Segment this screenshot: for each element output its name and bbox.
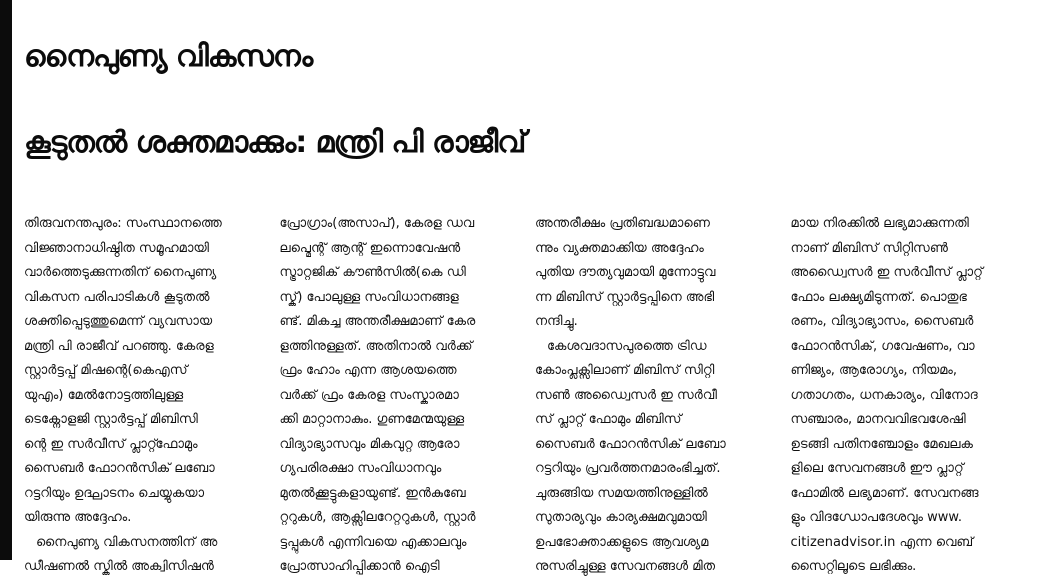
article-line: സ്ട്രാറ്റജിക് കൗൺസിൽ(കെ ഡി [279,265,466,280]
article-line: യുഎം) മേൽനോട്ടത്തിലുള്ള [24,387,184,403]
article-body [24,212,1036,574]
article-line: സ്ക്) പോലുള്ള സംവിധാനങ്ങള [279,289,459,305]
article-line: ടെക്നോളജി സ്റ്റാർട്ടപ്പ് മിബിസി [24,412,198,427]
article-line: രണം, വിദ്യാഭ്യാസം, സൈബർ [790,314,974,329]
article-line: മുതൽക്കൂട്ടുകളായുണ്ട്. ഇൻകുബേ [279,485,466,501]
article-line: സഞ്ചാരം, മാനവവിഭവശേഷി [790,412,966,427]
article-line: ട്ടപ്പുകൾ എന്നിവയെ എക്കാലവും [279,534,467,550]
article-line: കോംപ്ലക്സിലാണ് മിബിസ് സിറ്റി [535,363,715,378]
article-line: ളും വിദഗ്ധോപദേശവും www. [790,510,962,525]
article-line: ഉപഭോക്താക്കളുടെ ആവശ്യമ [535,534,709,550]
article-line: ശക്തിപ്പെടുത്തുമെന്ന് വ്യവസായ [24,314,213,329]
headline-line-2: കൂടുതൽ ശക്തമാക്കും: മന്ത്രി പി രാജീവ് [24,125,526,160]
article-line: അന്തരീക്ഷം പ്രതിബദ്ധമാണെ [535,216,710,231]
article-line: ഗ്യപരിരക്ഷാ സംവിധാനവും [279,461,442,476]
article-line: വികസന പരിപാടികൾ കൂടുതൽ [24,289,210,305]
article-line: ഫോം ലക്ഷ്യമിടുന്നത്. പൊതുഭ [790,289,967,305]
article-line: നൈപുണ്യ വികസനത്തിന് അ [36,534,218,550]
article-line: സൈബർ ഫോറൻസിക് ലബോ [535,436,726,452]
article-line: മന്ത്രി പി രാജീവ് പറഞ്ഞു. കേരള [24,338,214,354]
article-line: നാണ് മിബിസ് സിറ്റിസൺ [790,240,948,256]
headline [24,14,1034,186]
article-column-1 [24,212,270,574]
article-line: സൈറ്റിലൂടെ ലഭിക്കും. [790,559,917,574]
article-line: റ്ററുകൾ, ആക്സിലറേറ്ററുകൾ, സ്റ്റാർ [279,510,476,525]
article-line: സൈബർ ഫോറൻസിക് ലബോ [24,461,215,476]
article-line: സൺ അഡ്വൈസർ ഇ സർവീ [535,387,717,403]
article-line: ഡീഷണൽ സ്കിൽ അക്വിസിഷൻ [24,559,214,574]
article-column-2 [279,212,526,574]
article-line: ന്ന മിബിസ് സ്റ്റാർട്ടപ്പിനെ അഭി [535,289,715,305]
article-line: വാർത്തെടുക്കുന്നതിന് നൈപുണ്യ [24,265,217,280]
article-line: സുതാര്യവും കാര്യക്ഷമവുമായി [535,510,707,525]
article-line: കേശവദാസപുരത്തെ ട്രിഡ [547,338,707,354]
article-line: ഫോമിൽ ലഭ്യമാണ്. സേവനങ്ങ [790,485,979,501]
article-line: വർക്ക് ഫ്രം കേരള സംസ്കാരമാ [279,387,459,403]
article-line: നുസരിച്ചുള്ള സേവനങ്ങൾ മിത [535,559,716,574]
article-line: റട്ടറിയും പ്രവർത്തനമാരംഭിച്ചത്. [535,461,721,476]
article-line: പുതിയ ദൗത്യവുമായി മുന്നോട്ടുവ [535,265,716,280]
article-line: citizenadvisor.in എന്ന വെബ് [790,534,974,550]
article-line: ഫ്രം ഹോം എന്ന ആശയത്തെ [279,363,457,378]
article-line: ക്കി മാറ്റാനാകും. ഗുണമേന്മയുള്ള [279,412,465,427]
article-line: മായ നിരക്കിൽ ലഭ്യമാക്കുന്നതി [790,216,969,231]
article-line: തിരുവനന്തപുരം: സംസ്ഥാനത്തെ [24,216,222,231]
article-column-3 [535,212,781,574]
article-line: ന്നും വ്യക്തമാക്കിയ അദ്ദേഹം [535,240,704,256]
article-line: ഫോറൻസിക്, ഗവേഷണം, വാ [790,338,975,354]
article-line: ഉടങ്ങി പതിനഞ്ചോളം മേഖലക [790,436,973,452]
article-line: പ്രോത്സാഹിപ്പിക്കാൻ ഐടി [279,559,440,574]
article-line: ണിജ്യം, ആരോഗ്യം, നിയമം, [790,363,957,378]
article-column-4 [790,212,1037,574]
article-line: സ്റ്റാർട്ടപ്പ് മിഷന്റെ(കെഎസ് [24,363,188,378]
article-line: ളത്തിനുള്ളത്. അതിനാൽ വർക്ക് [279,338,473,354]
article-line: സ് പ്ലാറ്റ് ഫോമും മിബിസ് [535,412,682,427]
article-line: യിരുന്നു അദ്ദേഹം. [24,510,132,525]
article-line: ണ്ട്. മികച്ച അന്തരീക്ഷമാണ് കേര [279,314,476,329]
article-line: വിജ്ഞാനാധിഷ്ഠിത സമൂഹമായി [24,240,209,256]
article-line: റട്ടറിയും ഉദ്ഘാടനം ചെയ്യുകയാ [24,485,205,501]
article-line: ഗതാഗതം, ധനകാര്യം, വിനോദ [790,387,978,403]
article-line: വിദ്യാഭ്യാസവും മികവുറ്റ ആരോ [279,436,460,452]
article-line: അഡ്വൈസർ ഇ സർവീസ് പ്ലാറ്റ് [790,265,983,280]
article-line: ന്റെ ഇ സർവീസ് പ്ലാറ്റ്ഫോമും [24,436,198,452]
article-line: ലപ്മെന്റ് ആന്റ് ഇന്നൊവേഷൻ [279,240,461,256]
article-line: പ്രോഗ്രാം(അസാപ്), കേരള ഡവ [279,216,475,231]
article-line: ചുരുങ്ങിയ സമയത്തിനുള്ളിൽ [535,485,708,501]
article-line: നന്ദിച്ചു. [535,314,578,329]
left-margin-rule [0,0,12,560]
article-line: ളിലെ സേവനങ്ങൾ ഈ പ്ലാറ്റ് [790,461,964,476]
headline-line-1: നൈപുണ്യ വികസനം [24,39,313,74]
